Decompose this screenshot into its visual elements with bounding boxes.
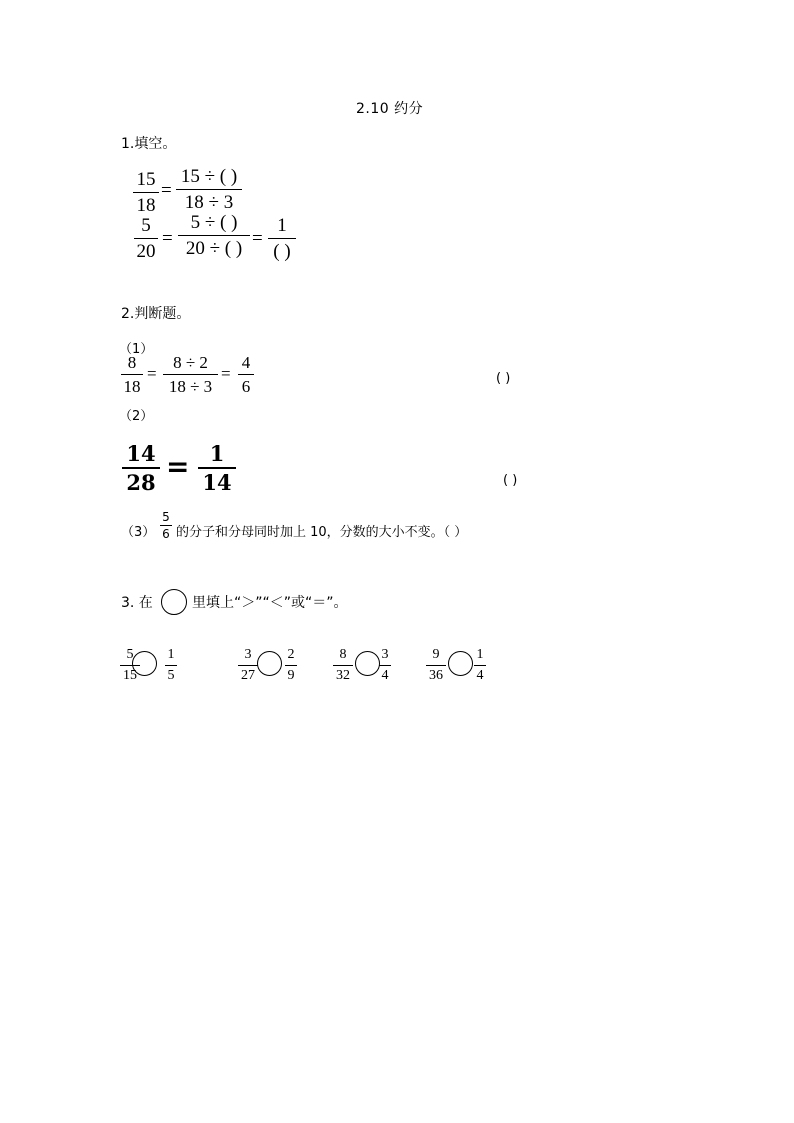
fraction-right	[474, 648, 486, 683]
fraction-bar	[285, 665, 297, 666]
fraction-bar	[165, 665, 177, 666]
numerator: 2	[287, 647, 295, 662]
fraction-14-28	[122, 443, 160, 493]
denominator: 6	[241, 377, 251, 396]
fraction-5-6	[160, 511, 172, 540]
equals-sign: =	[166, 450, 190, 483]
fraction-8div2-18div3	[163, 354, 218, 395]
fraction-bar	[176, 189, 242, 190]
fraction-bar	[163, 374, 218, 375]
numerator: 15	[136, 169, 156, 190]
denominator: 15	[123, 668, 137, 683]
fraction-1-blank	[268, 216, 296, 261]
numerator: 15 ÷ ( )	[180, 166, 238, 187]
fraction-bar	[379, 665, 391, 666]
section1-heading: 1.填空。	[121, 136, 177, 152]
denominator: 36	[429, 668, 443, 683]
denominator: 14	[202, 470, 232, 495]
denominator: ( )	[273, 241, 291, 262]
fraction-right	[285, 648, 297, 683]
fraction-left	[426, 648, 446, 683]
equals-sign: =	[161, 180, 172, 201]
numerator: 3	[244, 647, 252, 662]
denominator: 4	[476, 668, 484, 683]
answer-blank[interactable]: ( )	[496, 371, 511, 386]
answer-blank[interactable]: ( )	[503, 473, 518, 488]
denominator: 4	[381, 668, 389, 683]
compare-circle[interactable]	[132, 651, 157, 676]
equals-sign: =	[252, 228, 263, 249]
numerator: 1	[277, 215, 287, 236]
denominator: 28	[126, 470, 156, 495]
fraction-left	[333, 648, 353, 683]
circle-icon	[161, 589, 187, 615]
numerator: 8	[127, 353, 137, 372]
denominator: 27	[241, 668, 255, 683]
section3-heading-suffix: 里填上“＞”“＜”或“＝”。	[192, 595, 348, 611]
fraction-15-18	[133, 170, 159, 215]
fraction-bar	[238, 374, 254, 375]
fraction-4-6	[238, 354, 254, 395]
denominator: 18 ÷ 3	[184, 192, 234, 213]
fraction-bar	[238, 665, 258, 666]
question-label: （3）	[121, 525, 156, 540]
numerator: 9	[432, 647, 440, 662]
denominator: 18 ÷ 3	[168, 377, 213, 396]
denominator: 6	[162, 527, 170, 541]
compare-circle[interactable]	[448, 651, 473, 676]
denominator: 9	[287, 668, 295, 683]
fraction-bar	[426, 665, 446, 666]
numerator: 3	[381, 647, 389, 662]
compare-circle[interactable]	[257, 651, 282, 676]
numerator: 8 ÷ 2	[173, 353, 208, 372]
numerator: 1	[209, 441, 225, 466]
equals-sign: =	[162, 228, 173, 249]
numerator: 14	[126, 441, 156, 466]
fraction-15div-18div3	[176, 167, 242, 212]
fraction-bar	[268, 238, 296, 239]
equals-sign: =	[221, 364, 231, 383]
fraction-bar	[121, 374, 143, 375]
fraction-1-14	[198, 443, 236, 493]
numerator: 8	[339, 647, 347, 662]
numerator: 4	[241, 353, 251, 372]
denominator: 18	[136, 195, 156, 216]
denominator: 20	[136, 241, 156, 262]
fraction-bar	[133, 192, 159, 193]
fraction-right	[379, 648, 391, 683]
numerator: 5 ÷ ( )	[190, 212, 238, 233]
numerator: 1	[476, 647, 484, 662]
numerator: 5	[126, 647, 134, 662]
fraction-bar	[474, 665, 486, 666]
fraction-bar	[333, 665, 353, 666]
fraction-bar	[122, 467, 160, 469]
fraction-bar	[160, 525, 172, 526]
fraction-8-18	[121, 354, 143, 395]
question-label: （1）	[119, 342, 154, 357]
page-title: 2.10 约分	[356, 101, 424, 117]
section3-heading-prefix: 3. 在	[121, 595, 153, 611]
numerator: 5	[162, 510, 170, 524]
question-text: 的分子和分母同时加上 10，分数的大小不变。（ ）	[176, 525, 468, 540]
fraction-bar	[198, 467, 236, 469]
section2-heading: 2.判断题。	[121, 306, 191, 322]
compare-circle[interactable]	[355, 651, 380, 676]
question-label: （2）	[119, 409, 154, 424]
fraction-bar	[134, 238, 158, 239]
fraction-right	[165, 648, 177, 683]
numerator: 5	[141, 215, 151, 236]
fraction-5-20	[134, 216, 158, 261]
denominator: 32	[336, 668, 350, 683]
denominator: 20 ÷ ( )	[185, 238, 243, 259]
fraction-5div-20div	[178, 213, 250, 258]
fraction-bar	[178, 235, 250, 236]
fraction-left	[238, 648, 258, 683]
denominator: 18	[123, 377, 141, 396]
numerator: 1	[167, 647, 175, 662]
equals-sign: =	[147, 364, 157, 383]
denominator: 5	[167, 668, 175, 683]
